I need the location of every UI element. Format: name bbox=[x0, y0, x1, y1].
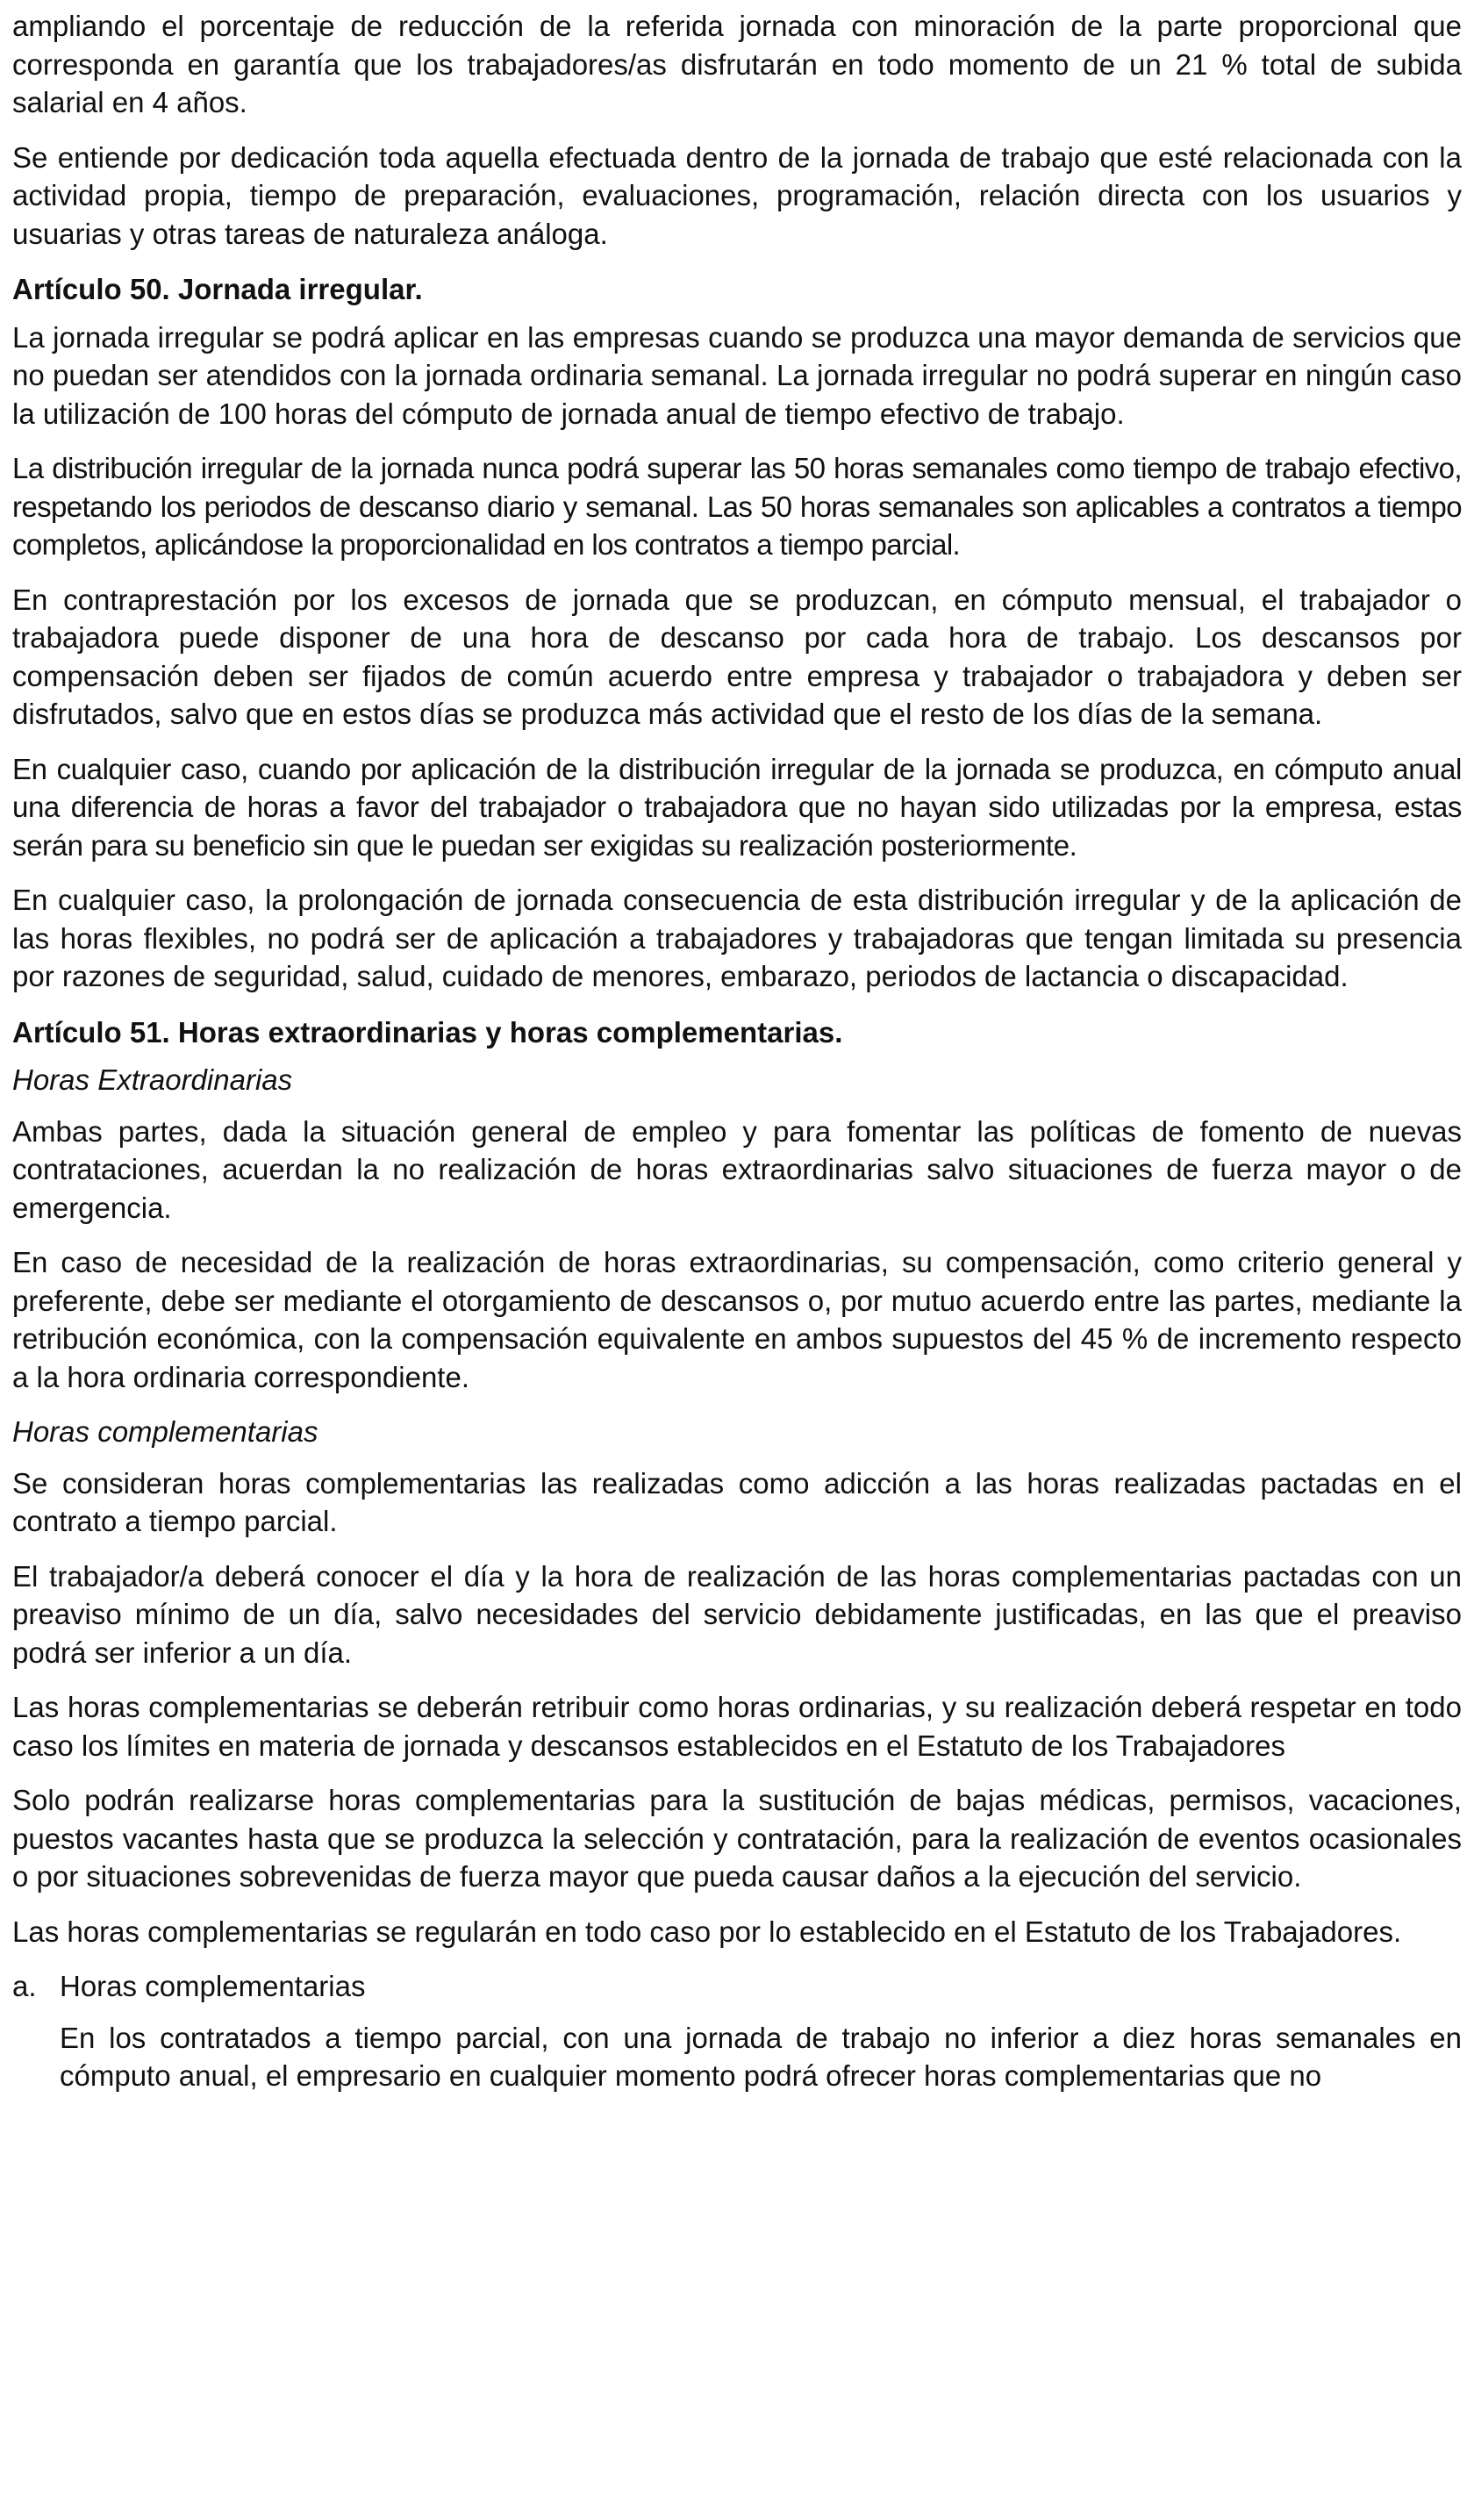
article-50-heading: Artículo 50. Jornada irregular. bbox=[12, 273, 423, 305]
paragraph: En contraprestación por los excesos de jornada que se produzcan, en cómputo mensual, el trabajador o trabajadora puede disponer de una hora de descanso por cada hora de trabajo. Los descansos por compensación deben ser fijados de común acuerdo entre empresa y trabajador o trabajadora y deben ser disfrutados, salvo que en estos días se produzca más actividad que el resto de los días de la semana. bbox=[12, 583, 1462, 730]
list-item-a bbox=[12, 1967, 1462, 2006]
paragraph: El trabajador/a deberá conocer el día y la hora de realización de las horas complementarias pactadas con un preaviso mínimo de un día, salvo necesidades del servicio debidamente justificadas, en las que el preaviso podrá ser inferior a un día. bbox=[12, 1559, 1462, 1669]
paragraph: Se consideran horas complementarias las realizadas como adicción a las horas realizadas pactadas en el contrato a tiempo parcial. bbox=[12, 1466, 1462, 1537]
paragraph: La distribución irregular de la jornada nunca podrá superar las 50 horas semanales como tiempo de trabajo efectivo, respetando los periodos de descanso diario y semanal. Las 50 horas semanales son aplicables a contratos a tiempo completos, aplicándose la proporcionalidad en los contratos a tiempo parcial. bbox=[12, 452, 1462, 561]
subheading-horas-complementarias: Horas complementarias bbox=[12, 1415, 318, 1448]
paragraph: Las horas complementarias se regularán en todo caso por lo establecido en el Estatuto de los Trabajadores. bbox=[12, 1915, 1402, 1948]
list-item-label: Horas complementarias bbox=[60, 1970, 366, 2002]
paragraph: ampliando el porcentaje de reducción de la referida jornada con minoración de la parte proporcional que corresponda en garantía que los trabajadores/as disfrutarán en todo momento de un 21 % total de subida salarial en 4 años. bbox=[12, 10, 1462, 118]
paragraph: Se entiende por dedicación toda aquella efectuada dentro de la jornada de trabajo que esté relacionada con la actividad propia, tiempo de preparación, evaluaciones, programación, relación directa con los usuarios y usuarias y otras tareas de naturaleza análoga. bbox=[12, 140, 1462, 250]
list-marker: a. bbox=[12, 1970, 37, 2002]
paragraph: En cualquier caso, la prolongación de jornada consecuencia de esta distribución irregular y de la aplicación de las horas flexibles, no podrá ser de aplicación a trabajadores y trabajadoras que tengan limitada su presencia por razones de seguridad, salud, cuidado de menores, embarazo, periodos de lactancia o discapacidad. bbox=[12, 884, 1462, 992]
paragraph: En caso de necesidad de la realización de horas extraordinarias, su compensación, como criterio general y preferente, debe ser mediante el otorgamiento de descansos o, por mutuo acuerdo entre las partes, mediante la retribución económica, con la compensación equivalente en ambos supuestos del 45 % de incremento respecto a la hora ordinaria correspondiente. bbox=[12, 1246, 1462, 1393]
paragraph: Ambas partes, dada la situación general de empleo y para fomentar las políticas de fomento de nuevas contrataciones, acuerdan la no realización de horas extraordinarias salvo situaciones de fuerza mayor o de emergencia. bbox=[12, 1114, 1462, 1224]
subheading-horas-extraordinarias: Horas Extraordinarias bbox=[12, 1063, 293, 1096]
article-51-heading: Artículo 51. Horas extraordinarias y horas complementarias. bbox=[12, 1015, 843, 1049]
paragraph: Solo podrán realizarse horas complementarias para la sustitución de bajas médicas, permisos, vacaciones, puestos vacantes hasta que se produzca la selección y contratación, para la realización de eventos ocasionales o por situaciones sobrevenidas de fuerza mayor que pueda causar daños a la ejecución del servicio. bbox=[12, 1784, 1462, 1893]
paragraph: En cualquier caso, cuando por aplicación de la distribución irregular de la jornada se produzca, en cómputo anual una diferencia de horas a favor del trabajador o trabajadora que no hayan sido utilizadas por la empresa, estas serán para su beneficio sin que le puedan ser exigidas su realización posteriormente. bbox=[12, 752, 1462, 862]
paragraph: En los contratados a tiempo parcial, con una jornada de trabajo no inferior a diez horas semanales en cómputo anual, el empresario en cualquier momento podrá ofrecer horas complementarias que no bbox=[60, 2021, 1462, 2092]
paragraph: Las horas complementarias se deberán retribuir como horas ordinarias, y su realización deberá respetar en todo caso los límites en materia de jornada y descansos establecidos en el Estatuto de los Trabajadores bbox=[12, 1691, 1462, 1762]
paragraph: La jornada irregular se podrá aplicar en las empresas cuando se produzca una mayor demanda de servicios que no puedan ser atendidos con la jornada ordinaria semanal. La jornada irregular no podrá superar en ningún caso la utilización de 100 horas del cómputo de jornada anual de tiempo efectivo de trabajo. bbox=[12, 320, 1462, 430]
